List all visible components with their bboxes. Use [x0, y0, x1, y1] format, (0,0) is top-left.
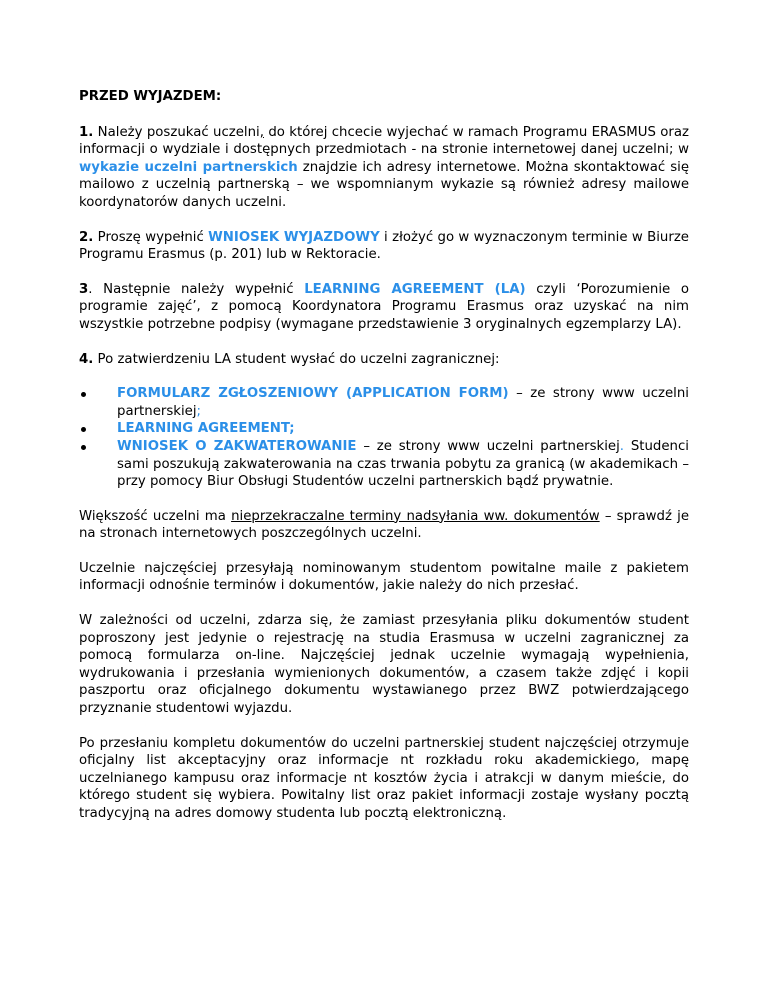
step-number: 3 [79, 281, 89, 297]
documents-list [79, 385, 689, 491]
list-item-text: – ze strony www uczelni partnerskiej [356, 438, 620, 454]
list-item-text: – ze strony www uczelni partnerskiej [117, 386, 690, 419]
paragraph-3 [79, 281, 689, 334]
document-page [79, 78, 689, 840]
deadline-note: nieprzekraczalne terminy nadsyłania ww. dokumentów [231, 508, 600, 524]
paragraph-text: Po zatwierdzeniu LA student wysłać do uczelni zagranicznej: [93, 351, 500, 367]
paragraph-text: czyli ‘Porozumienie o programie zajęć’, z pomocą Koordynatora Programu Erasmus oraz uzyskać na nim wszystkie potrzebne podpisy (wymagane przedstawienie 3 oryginalnych egzemplarzy LA). [79, 281, 690, 332]
partner-list-link[interactable]: wykazie uczelni partnerskich [79, 159, 298, 175]
list-item-text: Studenci sami poszukują zakwaterowania na czas trwania pobytu za granicą (w akademikach – przy pomocy Biur Obsługi Studentów uczelni partnerskich bądź prywatnie. [117, 438, 689, 490]
step-number: 4. [79, 351, 94, 367]
paragraph-text: Należy poszukać uczelni [93, 124, 260, 140]
list-item [79, 438, 689, 491]
learning-agreement-doc-link[interactable]: LEARNING AGREEMENT; [117, 421, 295, 437]
accommodation-form-link[interactable]: WNIOSEK O ZAKWATEROWANIE [117, 438, 357, 454]
paragraph-text: znajdzie ich adresy internetowe. Można skontaktować się mailowo z uczelnią partnerską – we wspomnianym wykazie są również adresy mailowe koordynatorów danych uczelni. [79, 159, 689, 210]
paragraph-text: Proszę wypełnić [93, 229, 209, 245]
application-form-link[interactable]: WNIOSEK WYJAZDOWY [208, 229, 380, 245]
paragraph-4 [79, 351, 689, 369]
list-item [79, 385, 689, 420]
list-item [79, 420, 689, 438]
paragraph-text: – sprawdź je na stronach internetowych poszczególnych uczelni. [79, 508, 690, 542]
application-form-doc-link[interactable]: FORMULARZ ZGŁOSZENIOWY (APPLICATION FORM) [117, 386, 509, 402]
learning-agreement-link[interactable]: LEARNING AGREEMENT (LA) [304, 281, 526, 297]
paragraph-8: Po przesłaniu kompletu dokumentów do uczelni partnerskiej student najczęściej otrzymuje oficjalny list akceptacyjny oraz informacje nt rozkładu roku akademickiego, mapę uczelnianego kampusu oraz informacje nt kosztów życia i atrakcji w danym mieście, do którego student się wybiera. Powitalny list oraz pakiet informacji zostaje wysłany pocztą tradycyjną na adres domowy studenta lub pocztą elektroniczną. [79, 735, 689, 821]
paragraph-text: . Następnie należy wypełnić [88, 281, 305, 297]
punctuation: . [619, 438, 625, 454]
paragraph-6: Uczelnie najczęściej przesyłają nominowanym studentom powitalne maile z pakietem informacji odnośnie terminów i dokumentów, jakie należy do nich przesłać. [79, 560, 689, 594]
punctuation: ; [196, 403, 202, 419]
paragraph-5 [79, 508, 689, 543]
paragraph-text: do której chcecie wyjechać w ramach Programu ERASMUS oraz informacji o wydziale i dostępnych przedmiotach - na stronie internetowej danej uczelni; w [79, 124, 689, 158]
comma-mark: , [259, 124, 264, 140]
paragraph-2 [79, 229, 689, 264]
paragraph-1 [79, 124, 689, 212]
paragraph-text: Większość uczelni ma [79, 508, 232, 524]
step-number: 1. [79, 124, 94, 140]
paragraph-text: i złożyć go w wyznaczonym terminie w Biurze Programu Erasmus (p. 201) lub w Rektoracie. [79, 229, 689, 263]
step-number: 2. [79, 229, 94, 245]
paragraph-7: W zależności od uczelni, zdarza się, że zamiast przesyłania pliku dokumentów student poproszony jest jedynie o rejestrację na studia Erasmusa w uczelni zagranicznej za pomocą formularza on-line. Najczęściej jednak uczelnie wymagają wypełnienia, wydrukowania i przesłania wymienionych dokumentów, a czasem także zdjęć i kopii paszportu oraz oficjalnego dokumentu wystawianego przez BWZ potwierdzającego przyznanie studentowi wyjazdu. [79, 613, 689, 717]
section-heading: PRZED WYJAZDEM: [79, 89, 222, 104]
